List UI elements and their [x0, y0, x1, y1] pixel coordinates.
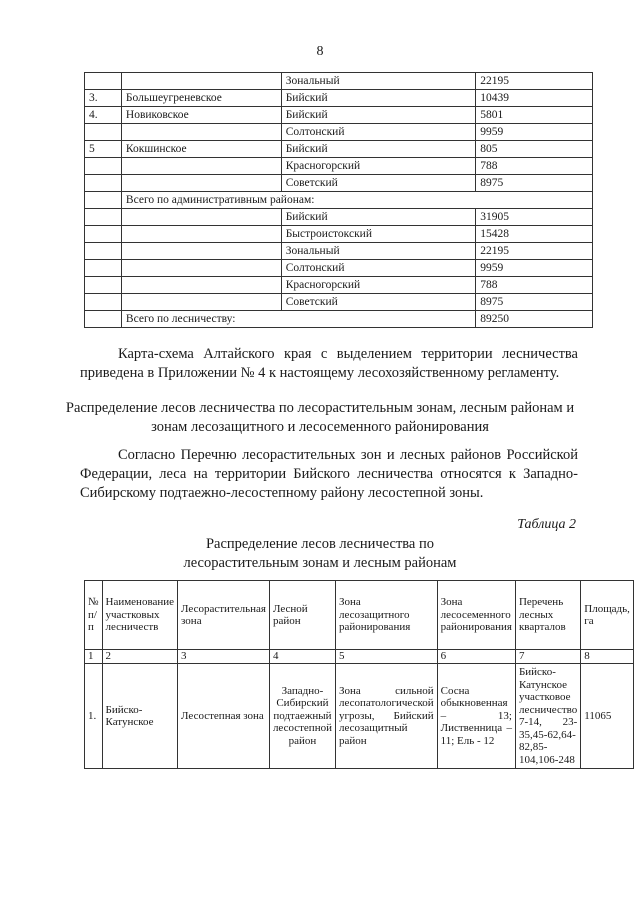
row-number [85, 175, 122, 192]
area-value: 788 [476, 158, 593, 175]
section-title: Распределение лесов лесничества по лесорастительным зонам, лесным районам и зонам лесозащитного и лесосеменного районирования [65, 400, 575, 435]
area-value: 31905 [476, 209, 593, 226]
grand-total-area: 89250 [476, 311, 593, 328]
column-header: Лесорастительная зона [178, 581, 270, 650]
empty-cell [85, 209, 122, 226]
district-name: Советский [281, 175, 476, 192]
table-row [85, 226, 593, 243]
row-number: 1. [85, 664, 103, 769]
forest-zones-table [84, 580, 634, 769]
district-name: Бийский [281, 141, 476, 158]
table-header [85, 581, 634, 650]
district-name: Солтонский [281, 124, 476, 141]
column-number: 5 [335, 650, 437, 664]
district-name: Солтонский [281, 260, 476, 277]
empty-cell [85, 294, 122, 311]
table-row [85, 175, 593, 192]
row-number [85, 73, 122, 90]
empty-cell [85, 260, 122, 277]
column-number: 3 [178, 650, 270, 664]
grand-total-label: Всего по лесничеству: [121, 311, 475, 328]
empty-cell [121, 260, 281, 277]
district-name: Зональный [281, 73, 476, 90]
forestry-name [121, 124, 281, 141]
row-number: 4. [85, 107, 122, 124]
column-header: Перечень лесных кварталов [515, 581, 580, 650]
area-value: 805 [476, 141, 593, 158]
table-row [85, 294, 593, 311]
table-row [85, 158, 593, 175]
table-row [85, 124, 593, 141]
area-value: 5801 [476, 107, 593, 124]
empty-cell [85, 311, 122, 328]
column-header: Наименование участковых лесничеств [102, 581, 178, 650]
table-row [85, 73, 593, 90]
table-row [85, 311, 593, 328]
column-number: 7 [515, 650, 580, 664]
seed-zone: Сосна обыкновенная – 13; Лиственница – 11; Ель - 12 [437, 664, 515, 769]
table-row [85, 277, 593, 294]
area-value: 8975 [476, 175, 593, 192]
table-label: Таблица 2 [517, 517, 576, 532]
table-row [85, 209, 593, 226]
column-number: 1 [85, 650, 103, 664]
area-value: 10439 [476, 90, 593, 107]
forestry-name: Кокшинское [121, 141, 281, 158]
area-value: 22195 [476, 243, 593, 260]
forestry-name: Большеугреневское [121, 90, 281, 107]
area-value: 15428 [476, 226, 593, 243]
district-name: Советский [281, 294, 476, 311]
districts-table [84, 72, 593, 328]
empty-cell [121, 243, 281, 260]
forest-region: Западно-Сибирский подтаежный лесостепной район [269, 664, 335, 769]
district-name: Бийский [281, 107, 476, 124]
column-header: Площадь, га [581, 581, 634, 650]
area-value: 11065 [581, 664, 634, 769]
column-number-row [85, 650, 634, 664]
area-value: 22195 [476, 73, 593, 90]
table-row [85, 192, 593, 209]
area-value: 788 [476, 277, 593, 294]
forestry-name [121, 73, 281, 90]
empty-cell [121, 226, 281, 243]
district-name: Быстроистокский [281, 226, 476, 243]
table-row [85, 90, 593, 107]
empty-cell [85, 226, 122, 243]
table-row [85, 243, 593, 260]
admin-total-label: Всего по административным районам: [121, 192, 592, 209]
table-row [85, 141, 593, 158]
area-value: 8975 [476, 294, 593, 311]
table-row [85, 107, 593, 124]
row-number [85, 124, 122, 141]
forest-zone-paragraph: Согласно Перечню лесорастительных зон и лесных районов Российской Федерации, леса на территории Бийского лесничества относятся к Западно-Сибирскому подтаежно-лесостепному району лесостепной зоны. [80, 447, 578, 501]
table-row [85, 664, 634, 769]
district-name: Зональный [281, 243, 476, 260]
district-name: Бийский [281, 209, 476, 226]
quarters-list: Бийско-Катунское участковое лесничество 7-14, 23-35,45-62,64-82,85-104,106-248 [515, 664, 580, 769]
column-header: Зона лесозащитного районирования [335, 581, 437, 650]
district-name: Красногорский [281, 158, 476, 175]
forestry-name [121, 175, 281, 192]
column-header: Лесной район [269, 581, 335, 650]
protection-zone: Зона сильной лесопатологической угрозы, Бийский лесозащитный район [335, 664, 437, 769]
empty-cell [121, 209, 281, 226]
map-paragraph: Карта-схема Алтайского края с выделением территории лесничества приведена в Приложении № 4 к настоящему лесохозяйственному регламенту. [80, 346, 578, 381]
forest-zone: Лесостепная зона [178, 664, 270, 769]
empty-cell [121, 294, 281, 311]
empty-cell [85, 277, 122, 294]
column-number: 4 [269, 650, 335, 664]
empty-cell [85, 243, 122, 260]
forestry-name: Бийско-Катунское [102, 664, 178, 769]
district-name: Красногорский [281, 277, 476, 294]
column-number: 2 [102, 650, 178, 664]
column-header: № п/п [85, 581, 103, 650]
page-number: 8 [316, 44, 324, 59]
row-number [85, 158, 122, 175]
forestry-name [121, 158, 281, 175]
column-number: 6 [437, 650, 515, 664]
column-number: 8 [581, 650, 634, 664]
row-number: 3. [85, 90, 122, 107]
area-value: 9959 [476, 124, 593, 141]
row-number: 5 [85, 141, 122, 158]
district-name: Бийский [281, 90, 476, 107]
table2-title: Распределение лесов лесничества по лесорастительным зонам и лесным районам [183, 536, 457, 571]
area-value: 9959 [476, 260, 593, 277]
column-header: Зона лесосеменного районирования [437, 581, 515, 650]
table-row [85, 260, 593, 277]
empty-cell [85, 192, 122, 209]
empty-cell [121, 277, 281, 294]
forestry-name: Новиковское [121, 107, 281, 124]
